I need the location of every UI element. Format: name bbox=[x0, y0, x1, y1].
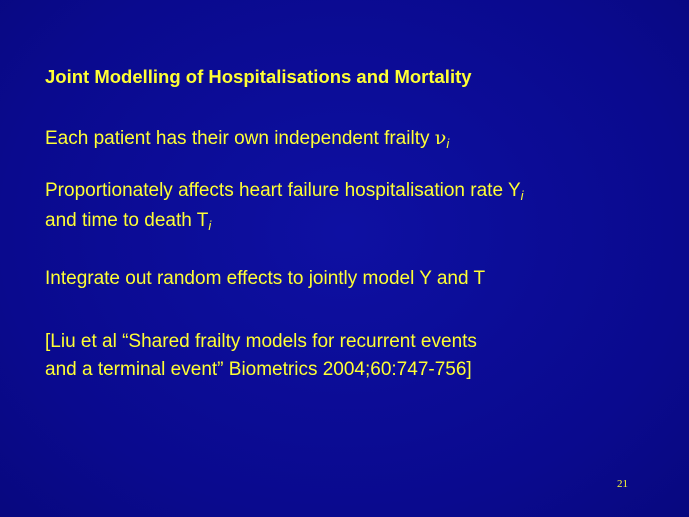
bullet-death-text: and time to death T bbox=[45, 210, 209, 231]
bullet-integrate: Integrate out random effects to jointly model Y and T bbox=[45, 268, 486, 289]
page-number: 21 bbox=[617, 478, 628, 490]
reference-line-1: [Liu et al “Shared frailty models for recurrent events bbox=[45, 331, 477, 352]
reference-line-2: and a terminal event” Biometrics 2004;60:747-756] bbox=[45, 359, 472, 380]
bullet-hospitalisation bbox=[45, 181, 524, 202]
bullet-death bbox=[45, 211, 211, 232]
y-subscript: i bbox=[520, 188, 524, 203]
slide-title: Joint Modelling of Hospitalisations and Mortality bbox=[45, 66, 472, 87]
bullet-frailty bbox=[45, 129, 449, 150]
bullet-frailty-text: Each patient has their own independent frailty bbox=[45, 128, 435, 149]
t-subscript: i bbox=[208, 218, 212, 233]
nu-subscript: i bbox=[446, 136, 450, 151]
bullet-hospitalisation-text: Proportionately affects heart failure hospitalisation rate Y bbox=[45, 180, 521, 201]
nu-symbol: ν bbox=[434, 127, 447, 149]
